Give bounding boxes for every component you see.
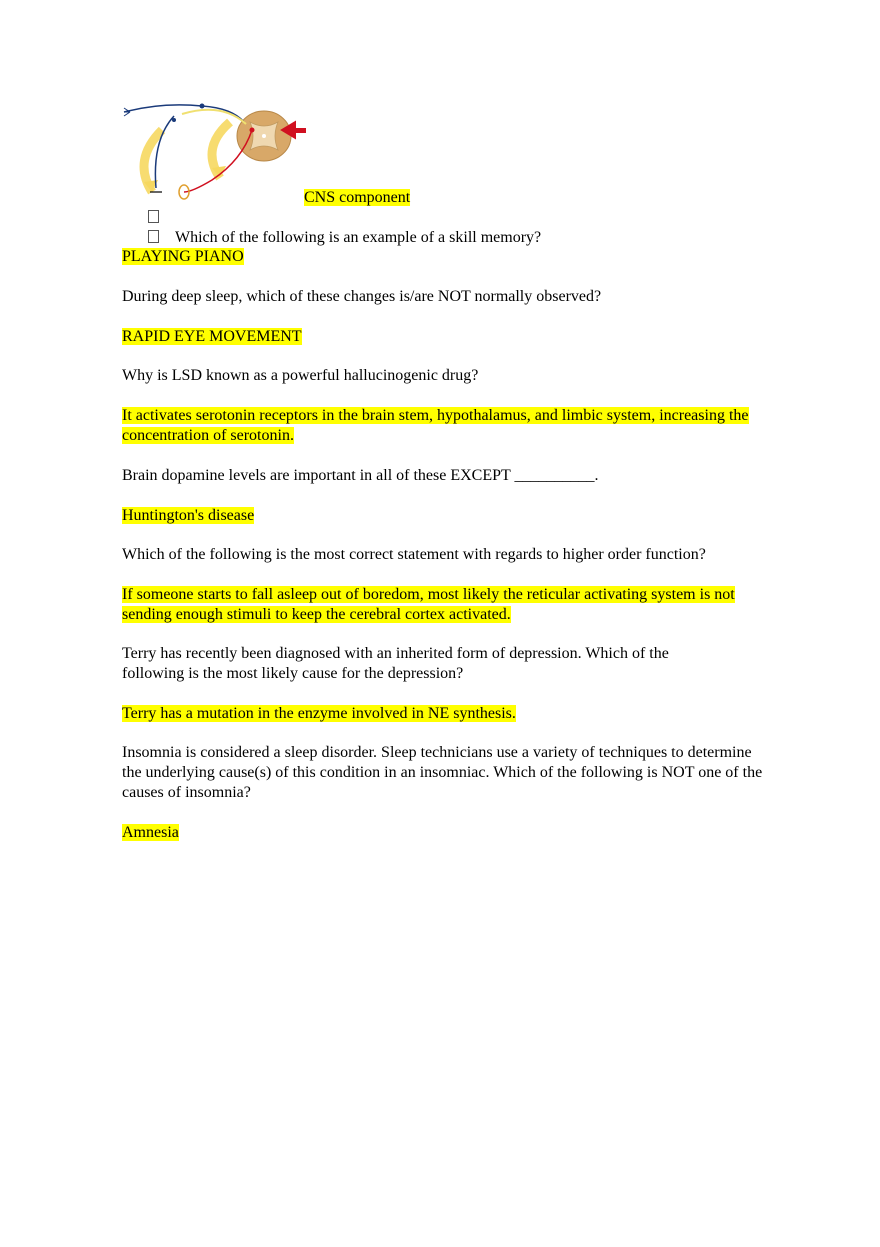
answer-6: Terry has a mutation in the enzyme involved in NE synthesis. [122,705,516,722]
bullet-question: Which of the following is an example of a skill memory? [148,228,541,248]
figure-caption: CNS component [304,189,411,206]
answer-4: Huntington's disease [122,507,255,524]
reflex-arc-figure [122,100,307,200]
bullet-marker-icon [148,230,159,243]
interneuron [182,110,246,124]
answer-7: Amnesia [122,824,179,841]
question-6: Terry has recently been diagnosed with an inherited form of depression. Which of the following is the most likely cause for the depression? [122,645,669,682]
answer-1: PLAYING PIANO [122,248,244,265]
question-7: Insomnia is considered a sleep disorder. Sleep technicians use a variety of techniques to determine the underlying cause(s) of this condition in an insomniac. Which of the following is NOT one of the causes of insomnia? [122,744,763,801]
question-2: During deep sleep, which of these changes is/are NOT normally observed? [122,288,602,305]
answer-3: It activates serotonin receptors in the brain stem, hypothalamus, and limbic system, increasing the concentration of serotonin. [122,407,749,444]
answer-2: RAPID EYE MOVEMENT [122,328,302,345]
question-4: Brain dopamine levels are important in all of these EXCEPT __________. [122,467,599,484]
question-3: Why is LSD known as a powerful hallucinogenic drug? [122,367,479,384]
answer-5: If someone starts to fall asleep out of boredom, most likely the reticular activating system is not sending enough stimuli to keep the cerebral cortex activated. [122,586,735,623]
bullet-empty [148,208,159,228]
bullet-marker-icon [148,210,159,223]
question-5: Which of the following is the most correct statement with regards to higher order function? [122,546,706,563]
